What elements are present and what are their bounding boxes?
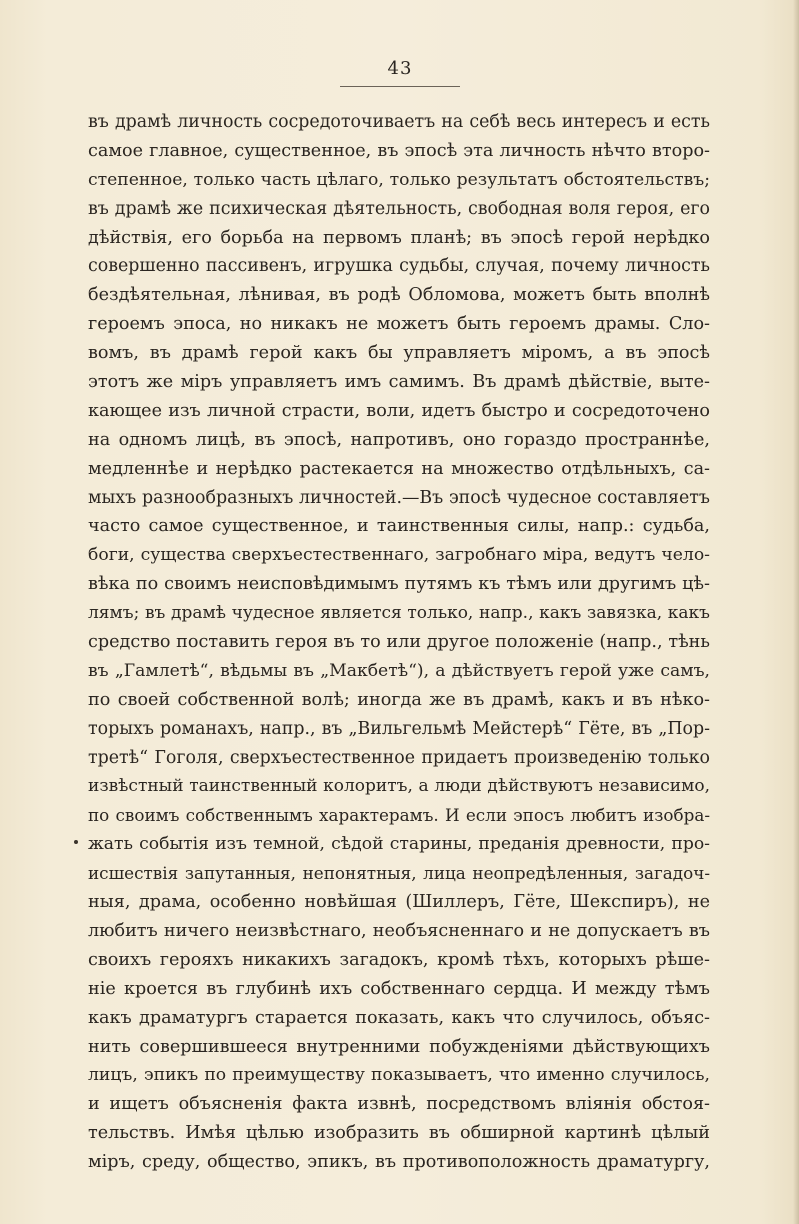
text-line-20: въ „Гамлетѣ“, вѣдьмы въ „Макбетѣ“), а дѣйствуетъ герой уже самъ, xyxy=(88,660,710,681)
text-line-33: нить совершившееся внутренними побужденіями дѣйствующихъ xyxy=(88,1036,710,1057)
text-line-18: лямъ; въ драмѣ чудесное является только, напр., какъ завязка, какъ xyxy=(88,603,710,624)
margin-mark xyxy=(74,840,78,844)
text-line-16: боги, существа сверхъестественнаго, загробнаго міра, ведутъ чело- xyxy=(88,545,710,566)
text-line-10: этотъ же міръ управляетъ имъ самимъ. Въ драмѣ дѣйствіе, выте- xyxy=(88,372,710,393)
page-number-rule xyxy=(340,86,460,87)
text-line-13: медленнѣе и нерѣдко растекается на множество отдѣльныхъ, са- xyxy=(88,458,710,479)
text-line-23: третѣ“ Гоголя, сверхъестественное придаетъ произведенію только xyxy=(88,747,710,768)
text-line-32: какъ драматургъ старается показать, какъ что случилось, объяс- xyxy=(88,1007,710,1028)
text-line-26: жать событія изъ темной, сѣдой старины, преданія древности, про- xyxy=(88,834,710,855)
text-line-31: ніе кроется въ глубинѣ ихъ собственнаго сердца. И между тѣмъ xyxy=(88,978,710,999)
text-line-36: тельствъ. Имѣя цѣлью изобразить въ обширной картинѣ цѣлый xyxy=(88,1123,710,1144)
text-line-12: на одномъ лицѣ, въ эпосѣ, напротивъ, оно гораздо пространнѣе, xyxy=(88,429,710,450)
text-line-2: самое главное, существенное, въ эпосѣ эта личность нѣчто второ- xyxy=(88,140,710,161)
text-line-22: торыхъ романахъ, напр., въ „Вильгельмѣ Мейстерѣ“ Гёте, въ „Пор- xyxy=(88,718,710,739)
text-line-1: въ драмѣ личность сосредоточиваетъ на себѣ весь интересъ и есть xyxy=(88,112,710,132)
text-line-24: извѣстный таинственный колоритъ, а люди дѣйствуютъ независимо, xyxy=(88,776,710,797)
text-line-29: любитъ ничего неизвѣстнаго, необъясненнаго и не допускаетъ въ xyxy=(88,920,710,941)
text-line-17: вѣка по своимъ неисповѣдимымъ путямъ къ тѣмъ или другимъ цѣ- xyxy=(88,574,710,595)
text-line-30: своихъ герояхъ никакихъ загадокъ, кромѣ тѣхъ, которыхъ рѣше- xyxy=(88,949,710,970)
text-line-25: по своимъ собственнымъ характерамъ. И если эпосъ любитъ изобра- xyxy=(88,805,710,826)
text-line-35: и ищетъ объясненія факта извнѣ, посредствомъ вліянія обстоя- xyxy=(88,1094,710,1115)
text-line-15: часто самое существенное, и таинственныя силы, напр.: судьба, xyxy=(88,516,710,537)
text-line-6: совершенно пассивенъ, игрушка судьбы, случая, почему личность xyxy=(88,256,710,277)
page-number: 43 xyxy=(387,58,413,79)
page-edge-shadow xyxy=(793,0,799,1224)
text-line-9: вомъ, въ драмѣ герой какъ бы управляетъ міромъ, а въ эпосѣ xyxy=(88,343,710,364)
text-line-4: въ драмѣ же психическая дѣятельность, свободная воля героя, его xyxy=(88,198,710,219)
text-line-11: кающее изъ личной страсти, воли, идетъ быстро и сосредоточено xyxy=(88,400,710,421)
body-text xyxy=(88,108,710,1177)
text-line-28: ныя, драма, особенно новѣйшая (Шиллеръ, Гёте, Шекспиръ), не xyxy=(88,892,710,913)
text-line-21: по своей собственной волѣ; иногда же въ драмѣ, какъ и въ нѣко- xyxy=(88,689,710,710)
text-line-14: мыхъ разнообразныхъ личностей.—Въ эпосѣ чудесное составляетъ xyxy=(88,487,710,508)
text-line-34: лицъ, эпикъ по преимуществу показываетъ, что именно случилось, xyxy=(88,1065,710,1086)
text-line-7: бездѣятельная, лѣнивая, въ родѣ Обломова, можетъ быть вполнѣ xyxy=(88,285,710,306)
text-line-27: исшествія запутанныя, непонятныя, лица неопредѣленныя, загадоч- xyxy=(88,863,710,884)
text-line-5: дѣйствія, его борьба на первомъ планѣ; въ эпосѣ герой нерѣдко xyxy=(88,227,710,248)
text-line-3: степенное, только часть цѣлаго, только результатъ обстоятельствъ; xyxy=(88,169,710,190)
text-line-37: міръ, среду, общество, эпикъ, въ противоположность драматургу, xyxy=(88,1152,710,1173)
text-line-19: средство поставить героя въ то или другое положеніе (напр., тѣнь xyxy=(88,632,710,653)
text-line-8: героемъ эпоса, но никакъ не можетъ быть героемъ драмы. Сло- xyxy=(88,314,710,335)
